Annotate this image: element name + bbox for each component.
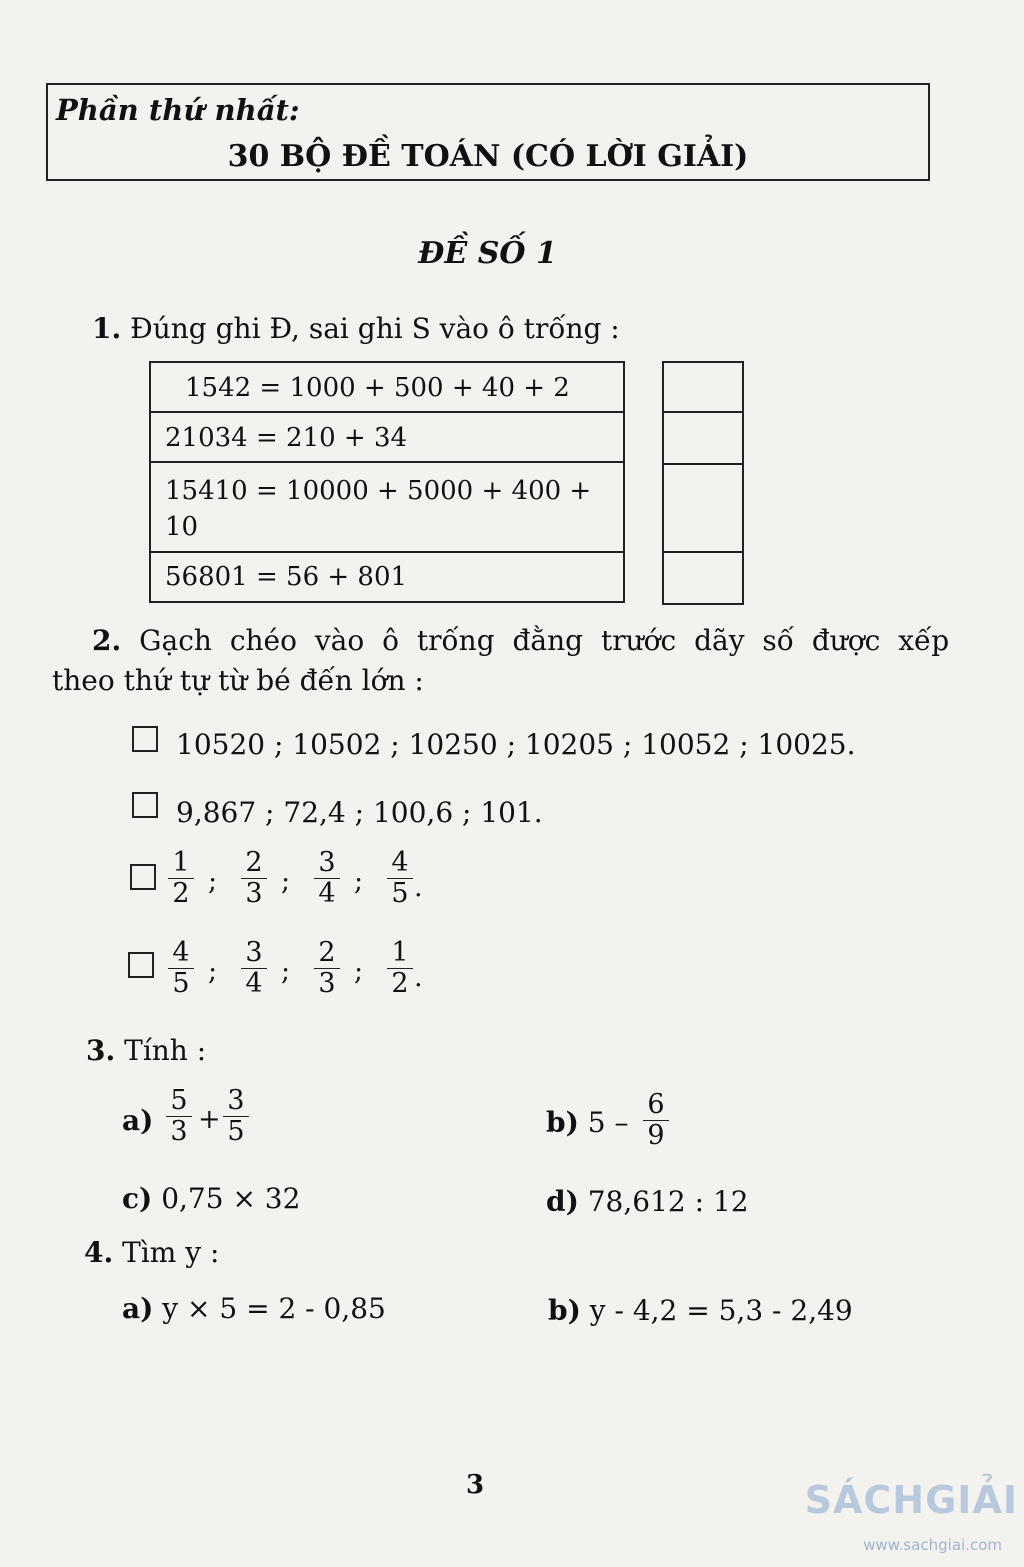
q4-a xyxy=(122,1292,386,1325)
q1-answer-box-2[interactable] xyxy=(664,413,742,465)
q2-frac2-4-den: 2 xyxy=(391,968,409,999)
q1-answer-box-4[interactable] xyxy=(664,553,742,603)
q2-sep: ; xyxy=(208,956,218,987)
q2-prompt-line1 xyxy=(92,624,949,657)
q2-frac1-1-den: 2 xyxy=(172,878,190,909)
watermark-logo: SÁCHGIẢI xyxy=(804,1478,1018,1522)
q2-sep: ; xyxy=(281,956,291,987)
q2-frac1-4-num: 4 xyxy=(387,848,413,879)
q2-frac2-2 xyxy=(241,938,267,999)
q1-row-3-text: 15410 = 10000 + 5000 + 400 + xyxy=(165,476,592,506)
q2-frac1-4 xyxy=(387,848,413,909)
header-box xyxy=(46,83,930,181)
q1-number: 1. xyxy=(92,312,122,345)
q3-b-frac xyxy=(643,1090,669,1151)
q2-frac1-1-num: 1 xyxy=(168,848,194,879)
q1-row-3-cont: 10 xyxy=(165,512,199,542)
q3-a-frac2 xyxy=(223,1086,249,1147)
q2-frac2-1-num: 4 xyxy=(168,938,194,969)
q1-answer-box-3[interactable] xyxy=(664,465,742,553)
q3-a-frac2-num: 3 xyxy=(223,1086,249,1117)
q3-a-frac2-den: 5 xyxy=(227,1116,245,1147)
q2-frac2-3-num: 2 xyxy=(314,938,340,969)
q2-text-1: Gạch chéo vào ô trống đằng trước dãy số được xếp xyxy=(139,624,950,657)
q2-sequence-2: 9,867 ; 72,4 ; 100,6 ; 101. xyxy=(176,796,543,829)
watermark-url: www.sachgiai.com xyxy=(863,1536,1002,1554)
q2-frac1-1 xyxy=(168,848,194,909)
exam-title: ĐỀ SỐ 1 xyxy=(418,236,557,271)
q3-b-label: b) xyxy=(546,1106,579,1139)
q3-number: 3. xyxy=(86,1034,116,1067)
q3-d-label: d) xyxy=(546,1185,579,1218)
q2-frac2-1 xyxy=(168,938,194,999)
q2-checkbox-3[interactable] xyxy=(130,864,156,890)
q2-frac2-3 xyxy=(314,938,340,999)
q3-b xyxy=(546,1106,628,1139)
q3-d-expr: 78,612 : 12 xyxy=(587,1185,749,1218)
q2-checkbox-1[interactable] xyxy=(132,726,158,752)
q2-checkbox-2[interactable] xyxy=(132,792,158,818)
q2-end: . xyxy=(414,872,423,903)
q3-c xyxy=(122,1182,300,1215)
q2-sep: ; xyxy=(281,866,291,897)
q3-c-label: c) xyxy=(122,1182,153,1215)
q4-text: Tìm y : xyxy=(122,1236,220,1269)
q3-a-frac1-den: 3 xyxy=(170,1116,188,1147)
q2-sep: ; xyxy=(354,866,364,897)
q2-end: . xyxy=(414,962,423,993)
q1-row-4 xyxy=(151,553,623,601)
q2-checkbox-4[interactable] xyxy=(128,952,154,978)
q2-frac2-4 xyxy=(387,938,413,999)
q3-a-frac1 xyxy=(166,1086,192,1147)
q1-row-4-text: 56801 = 56 + 801 xyxy=(165,562,408,592)
q3-a-operator: + xyxy=(198,1104,221,1135)
q1-statements-table xyxy=(149,361,625,603)
book-title: 30 BỘ ĐỀ TOÁN (CÓ LỜI GIẢI) xyxy=(227,139,749,174)
q2-sep: ; xyxy=(354,956,364,987)
q3-text: Tính : xyxy=(124,1034,207,1067)
q3-b-frac-den: 9 xyxy=(647,1120,665,1151)
q3-b-lead: 5 – xyxy=(587,1106,629,1139)
q4-b xyxy=(548,1294,853,1327)
q2-prompt-line2: theo thứ tự từ bé đến lớn : xyxy=(52,664,424,697)
q2-frac1-3-num: 3 xyxy=(314,848,340,879)
q3-b-frac-num: 6 xyxy=(643,1090,669,1121)
q3-d xyxy=(546,1185,749,1218)
q2-sequence-1: 10520 ; 10502 ; 10250 ; 10205 ; 10052 ; 10025. xyxy=(176,728,856,761)
q1-row-2-text: 21034 = 210 + 34 xyxy=(165,423,408,453)
q2-frac2-4-num: 1 xyxy=(387,938,413,969)
q2-frac1-4-den: 5 xyxy=(391,878,409,909)
q3-a-label: a) xyxy=(122,1104,154,1137)
q4-number: 4. xyxy=(84,1236,114,1269)
q4-b-label: b) xyxy=(548,1294,581,1327)
q2-frac2-3-den: 3 xyxy=(318,968,336,999)
q4-a-expr: y × 5 = 2 - 0,85 xyxy=(162,1292,386,1325)
q3-prompt xyxy=(86,1034,206,1067)
q1-answer-box-1[interactable] xyxy=(664,363,742,413)
q4-prompt xyxy=(84,1236,219,1269)
q2-frac1-3-den: 4 xyxy=(318,878,336,909)
q3-c-expr: 0,75 × 32 xyxy=(161,1182,301,1215)
q4-a-label: a) xyxy=(122,1292,154,1325)
q2-frac2-2-den: 4 xyxy=(245,968,263,999)
q4-b-expr: y - 4,2 = 5,3 - 2,49 xyxy=(589,1294,853,1327)
q1-row-1-text: 1542 = 1000 + 500 + 40 + 2 xyxy=(185,373,570,403)
page-number: 3 xyxy=(465,1470,485,1500)
q3-a-frac1-num: 5 xyxy=(166,1086,192,1117)
q2-frac1-3 xyxy=(314,848,340,909)
q2-frac1-2-den: 3 xyxy=(245,878,263,909)
q2-number: 2. xyxy=(92,624,122,657)
q2-frac1-2-num: 2 xyxy=(241,848,267,879)
q1-row-2 xyxy=(151,413,623,463)
q1-row-3 xyxy=(151,463,623,553)
q1-answer-boxes xyxy=(662,361,744,605)
q2-frac2-1-den: 5 xyxy=(172,968,190,999)
part-title: Phần thứ nhất: xyxy=(56,93,300,127)
q1-row-1 xyxy=(151,363,623,413)
q1-prompt xyxy=(92,312,620,345)
q2-frac1-2 xyxy=(241,848,267,909)
q2-sep: ; xyxy=(208,866,218,897)
q1-text: Đúng ghi Đ, sai ghi S vào ô trống : xyxy=(130,312,620,345)
q2-frac2-2-num: 3 xyxy=(241,938,267,969)
